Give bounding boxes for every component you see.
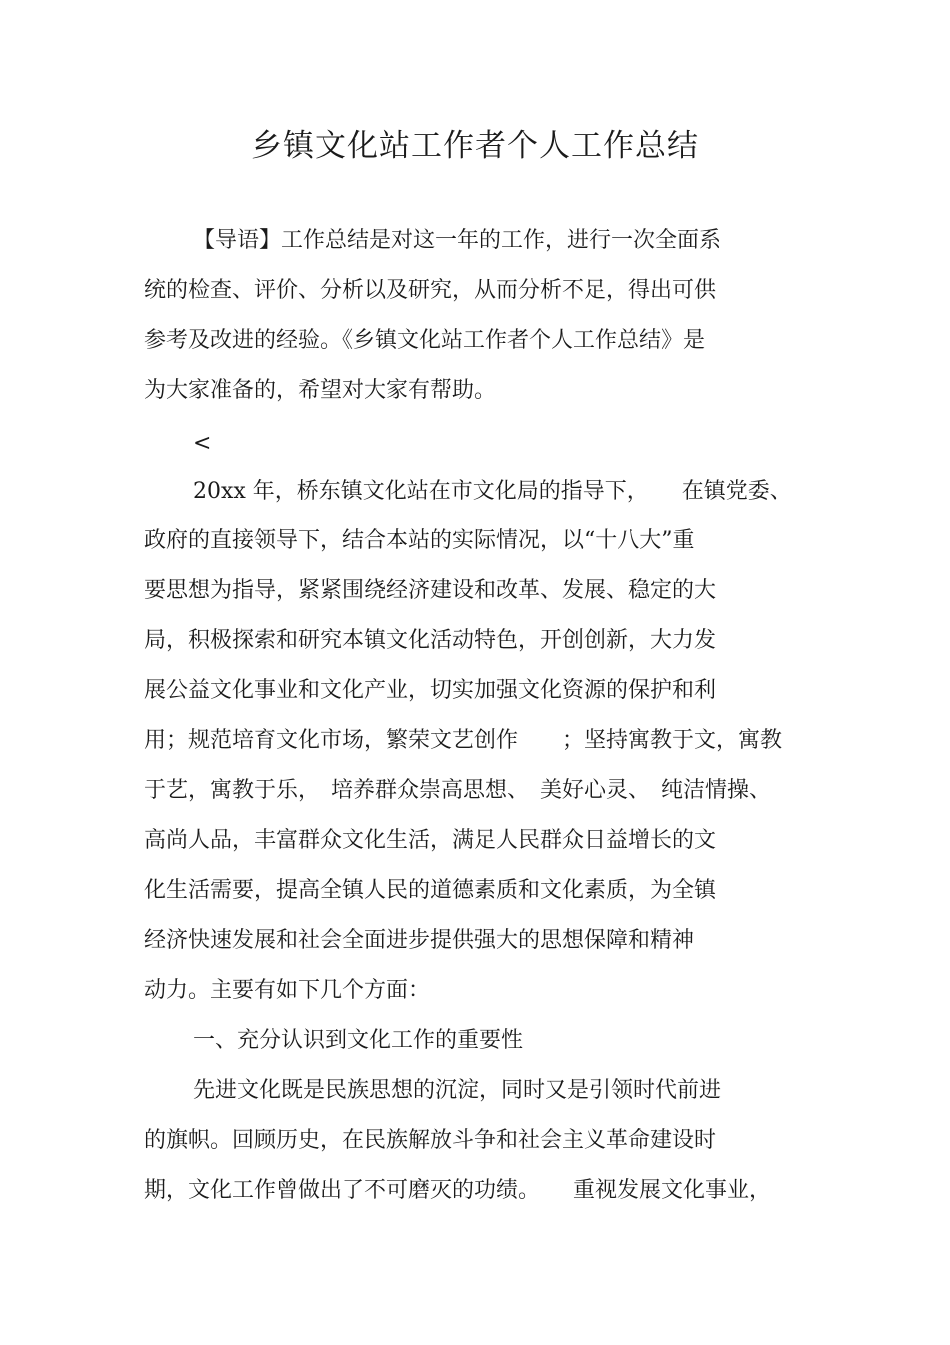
paragraph-line: 【导语】工作总结是对这一年的工作，进行一次全面系: [193, 228, 722, 253]
paragraph-line: 为大家准备的，希望对大家有帮助。: [144, 378, 497, 403]
paragraph-line: 要思想为指导，紧紧围绕经济建设和改革、发展、稳定的大: [144, 578, 717, 603]
paragraph-line: 用；规范培育文化市场，繁荣文艺创作 ；坚持寓教于文，寓教: [144, 728, 783, 753]
section-heading: 一、充分认识到文化工作的重要性: [193, 1028, 524, 1053]
paragraph-line: 统的检查、评价、分析以及研究，从而分析不足，得出可供: [144, 278, 717, 303]
paragraph-line: 展公益文化事业和文化产业，切实加强文化资源的保护和利: [144, 678, 717, 703]
document-title: 乡镇文化站工作者个人工作总结: [251, 128, 699, 164]
paragraph-line: 政府的直接领导下，结合本站的实际情况，以“十八大”重: [144, 528, 695, 553]
paragraph-line: 动力。主要有如下几个方面：: [144, 978, 431, 1003]
paragraph-line: 先进文化既是民族思想的沉淀，同时又是引领时代前进: [193, 1078, 722, 1103]
paragraph-line: 化生活需要，提高全镇人民的道德素质和文化素质，为全镇: [144, 878, 717, 903]
paragraph-line: <: [193, 431, 212, 456]
paragraph-line: 期，文化工作曾做出了不可磨灭的功绩。 重视发展文化事业，: [144, 1178, 772, 1203]
paragraph-line: 于艺，寓教于乐， 培养群众崇高思想、 美好心灵、 纯洁情操、: [144, 778, 772, 803]
paragraph-line: 参考及改进的经验。《乡镇文化站工作者个人工作总结》是: [144, 328, 706, 353]
paragraph-line: 高尚人品，丰富群众文化生活，满足人民群众日益增长的文: [144, 828, 717, 853]
paragraph-line: 20xx 年，桥东镇文化站在市文化局的指导下， 在镇党委、: [193, 479, 792, 504]
paragraph-line: 的旗帜。回顾历史，在民族解放斗争和社会主义革命建设时: [144, 1128, 717, 1153]
paragraph-line: 经济快速发展和社会全面进步提供强大的思想保障和精神: [144, 928, 695, 953]
paragraph-line: 局，积极探索和研究本镇文化活动特色，开创创新，大力发: [144, 628, 717, 653]
